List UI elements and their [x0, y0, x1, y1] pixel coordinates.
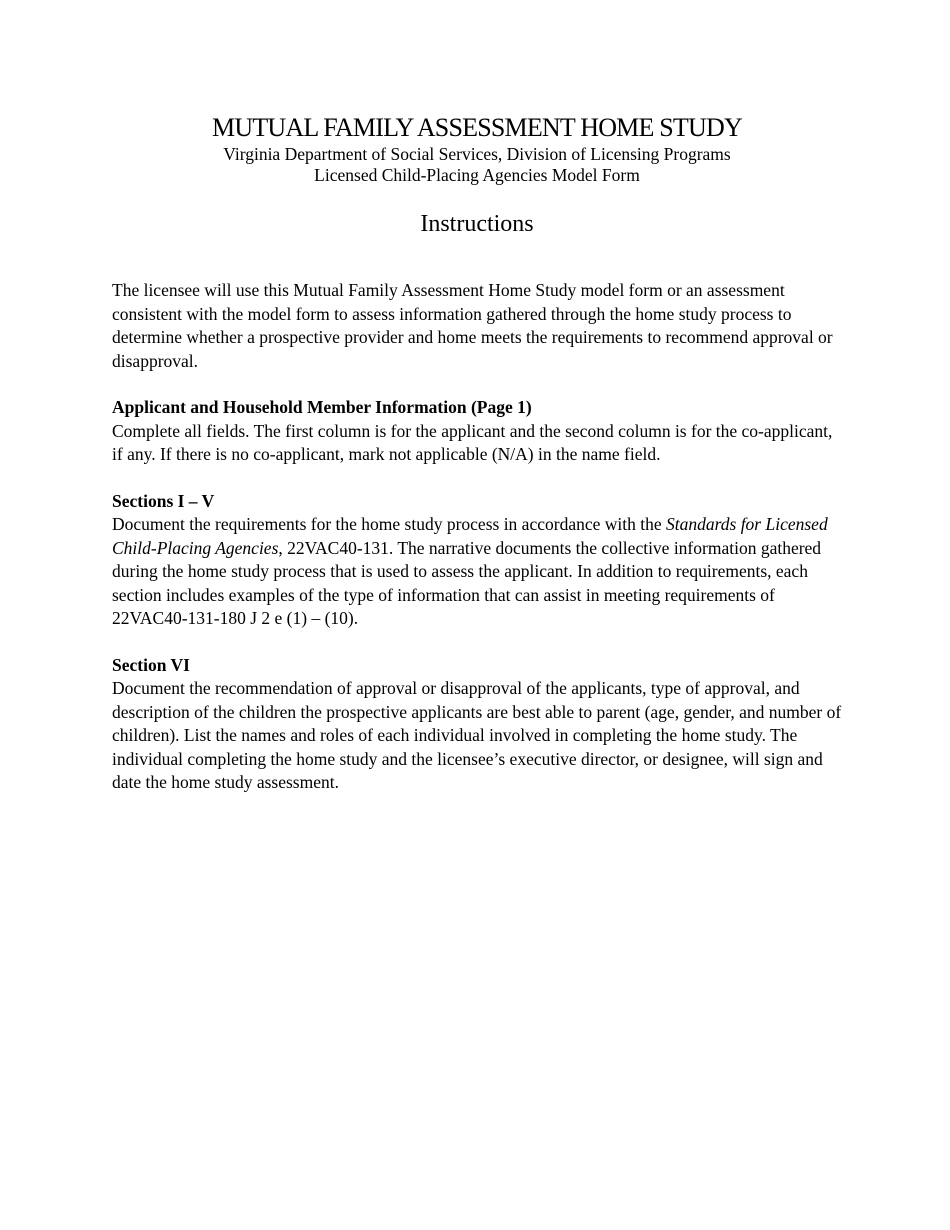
- section-body-i-v-part1: Document the requirements for the home study process in accordance with the: [112, 514, 666, 534]
- section-body-i-v: [112, 513, 842, 631]
- section-applicant-info: [112, 396, 842, 467]
- subtitle-form-type: Licensed Child-Placing Agencies Model Form: [314, 165, 640, 185]
- intro-paragraph: The licensee will use this Mutual Family Assessment Home Study model form or an assessment consistent with the model form to assess information gathered through the home study process to determine whether a prospective provider and home meets the requirements to recommend approval or disapproval.: [112, 280, 833, 371]
- standards-title-reference: Standards for Licensed Child-Placing Agencies: [112, 514, 828, 558]
- subtitle-department: Virginia Department of Social Services, Division of Licensing Programs: [223, 144, 731, 164]
- section-heading-i-v: Sections I – V: [112, 490, 215, 511]
- section-heading-vi: Section VI: [112, 654, 190, 675]
- section-i-v: [112, 490, 842, 631]
- section-heading-applicant: Applicant and Household Member Information (Page 1): [112, 397, 532, 417]
- instructions-heading: Instructions: [420, 211, 534, 237]
- section-vi: [112, 654, 842, 795]
- section-body-vi: Document the recommendation of approval or disapproval of the applicants, type of approval, and description of the children the prospective applicants are best able to parent (age, gender, and number of children). List the names and roles of each individual involved in completing the home study. The individual completing the home study and the licensee’s executive director, or designee, will sign and date the home study assessment.: [112, 678, 842, 792]
- section-body-i-v-part2: , 22VAC40-131. The narrative documents the collective information gathered during the home study process that is used to assess the applicant. In addition to requirements, each section includes examples of the type of information that can assist in meeting requirements of 22VAC40-131-180 J 2 e (1) – (10).: [112, 537, 822, 628]
- document-title: MUTUAL FAMILY ASSESSMENT HOME STUDY: [212, 113, 742, 142]
- section-body-applicant: Complete all fields. The first column is for the applicant and the second column is for the co-applicant, if any. If there is no co-applicant, mark not applicable (N/A) in the name field.: [112, 420, 833, 464]
